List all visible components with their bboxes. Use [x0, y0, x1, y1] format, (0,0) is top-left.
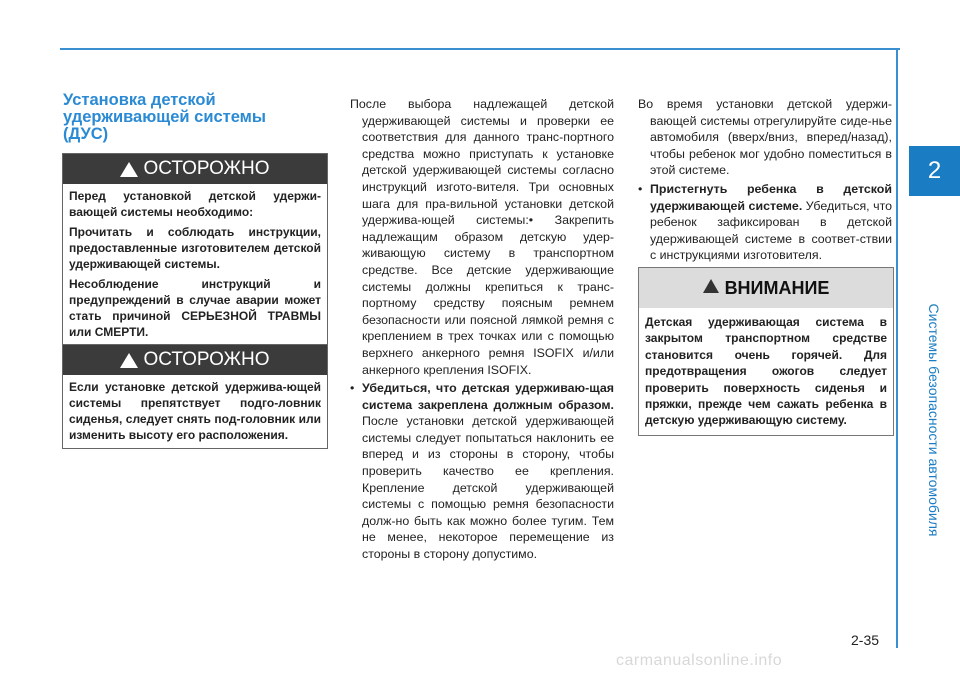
warning-paragraph: Несоблюдение инструкций и предупреждений в случае аварии может стать причиной СЕРЬЕЗНОЙ ТРАВМЫ или СМЕРТИ. [69, 277, 321, 339]
right-rule [896, 48, 898, 648]
intro-paragraph: Во время установки детской удержи-вающей системы отрегулируйте сиде-нье автомобиля (вверх/вниз, вперед/назад), чтобы ребенок мог удобно поместиться в этой системе. [638, 97, 892, 178]
bullet-item [638, 181, 892, 264]
warning-paragraph: Прочитать и соблюдать инструкции, предоставленные изготовителем детской удерживающей системы. [69, 225, 321, 271]
warning-triangle-icon [120, 353, 138, 368]
warning-box-1 [62, 153, 328, 346]
bullet-item [350, 380, 614, 563]
bullet-marker: • [350, 381, 355, 396]
caution-title: ВНИМАНИЕ [724, 277, 830, 298]
warning-body [63, 375, 327, 448]
caution-body: Детская удерживающая система в закрытом транспортном средстве становится очень горячей. Для предотвращения ожогов следует проверить поверхность сиденья и пряжки, прежде чем сажать ребенка в детскую удерживающую систему. [645, 315, 887, 428]
intro-paragraph: После выбора надлежащей детской удерживающей системы и проверки ее соответствия для данного транс-портного средства можно приступать к установке детской удерживающей системы согласно инструкций изгото-вителя. Три основных шага для пра-вильной установки детской удержива-ющей системы:• Закрепить надлежащим образом детскую удер-живающую систему в транспортном средстве. Все детские удерживающие системы должны крепиться к транс-портному средству поясным ремнем безопасности или поясной лямкой ремня с креплением в трех точках или с помощью верхнего анкерного ремня ISOFIX и/или анкерного крепления ISOFIX. [350, 97, 614, 377]
warning-box-2 [62, 344, 328, 449]
column-middle [350, 96, 614, 563]
warning-title: ОСТОРОЖНО [143, 158, 270, 179]
warning-paragraph: Если установке детской удержива-ющей системы препятствует подго-ловник сиденья, следует снять под-головник или изменить высоту его расположения. [69, 380, 321, 442]
section-tab [909, 146, 960, 196]
warning-body [63, 184, 327, 345]
bullet-bold-text: Пристегнуть ребенка в детской удерживающей системе. [650, 181, 892, 213]
column-right [638, 96, 892, 264]
bullet-marker: • [638, 181, 643, 196]
warning-title-bar [63, 345, 327, 375]
section-number: 2 [927, 157, 942, 184]
warning-triangle-icon [120, 162, 138, 177]
caution-title-bar [639, 268, 893, 308]
warning-title-bar [63, 154, 327, 184]
section-heading [63, 92, 328, 143]
heading-line-3: (ДУС) [63, 125, 109, 143]
top-rule [60, 48, 900, 50]
warning-title: ОСТОРОЖНО [143, 349, 270, 370]
section-side-title: Системы безопасности автомобиля [926, 303, 942, 537]
page-number: 2-35 [851, 632, 880, 648]
caution-triangle-icon [703, 279, 719, 293]
watermark: carmanualsonline.info [616, 652, 783, 669]
caution-box [638, 267, 894, 436]
heading-line-2: удерживающей системы [63, 108, 266, 126]
bullet-bold-text: Убедиться, что детская удерживаю-щая система закреплена должным образом. [362, 381, 614, 412]
heading-line-1: Установка детской [63, 91, 216, 109]
bullet-text: Убедиться, что ребенок зафиксирован в детской удерживающей системе в соответ-ствии с инструкциями изготовителя. [650, 198, 893, 263]
warning-paragraph: Перед установкой детской удержи-вающей системы необходимо: [69, 189, 321, 219]
bullet-text: После установки детской удерживающей системы следует попытаться наклонить ее вперед и из стороны в сторону, чтобы проверить качество ее крепления. Крепление детской удерживающей системы с помощью ремня безопасности долж-но быть как можно более тугим. Тем не менее, некоторое перемещение из стороны в сторону допустимо. [362, 414, 614, 562]
